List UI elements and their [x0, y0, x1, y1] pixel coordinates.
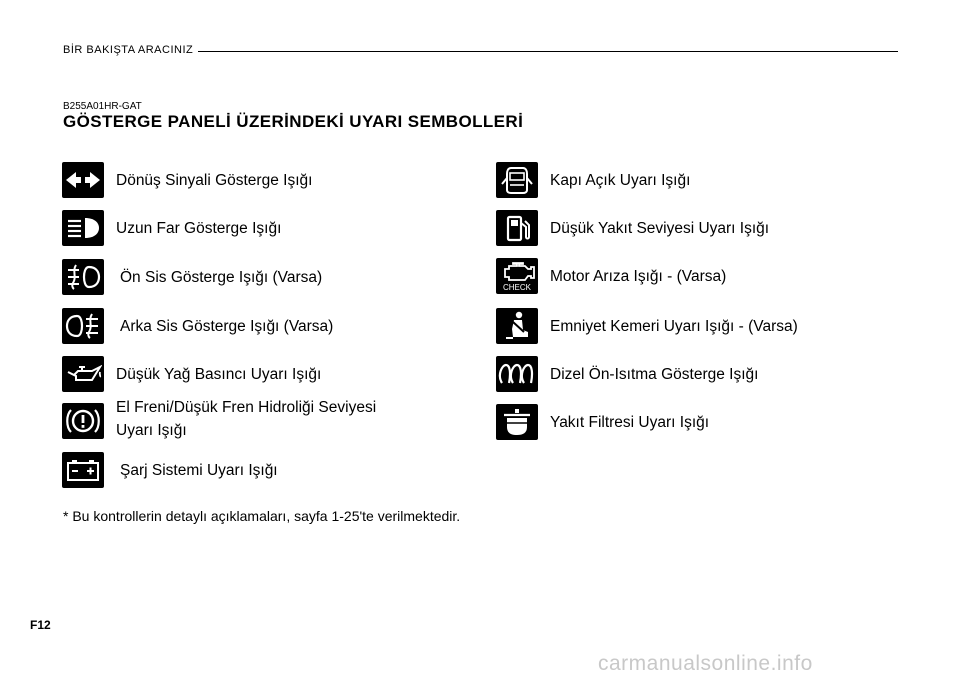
- high-beam-icon: [62, 210, 104, 246]
- indicator-label: Dönüş Sinyali Gösterge Işığı: [116, 171, 313, 189]
- indicator-oil-pressure: [62, 356, 321, 392]
- page-title: GÖSTERGE PANELİ ÜZERİNDEKİ UYARI SEMBOLLERİ: [63, 112, 524, 131]
- indicator-label: Yakıt Filtresi Uyarı Işığı: [550, 413, 710, 431]
- indicator-glow-plug: [496, 356, 758, 392]
- indicator-high-beam: [62, 210, 281, 246]
- indicator-label: Düşük Yağ Basıncı Uyarı Işığı: [116, 365, 322, 383]
- indicator-seat-belt: [496, 308, 798, 344]
- indicator-battery: [62, 452, 278, 488]
- door-open-icon: [496, 162, 538, 198]
- turn-signal-icon: [62, 162, 104, 198]
- seat-belt-icon: [496, 308, 538, 344]
- document-code: B255A01HR-GAT: [63, 101, 142, 112]
- check-engine-icon: [496, 258, 538, 294]
- indicator-label: Motor Arıza Işığı - (Varsa): [550, 267, 727, 285]
- fuel-level-icon: [496, 210, 538, 246]
- indicator-label-line2: Uyarı Işığı: [116, 422, 187, 439]
- indicator-label: Uzun Far Gösterge Işığı: [116, 219, 282, 237]
- indicator-door-open: [496, 162, 690, 198]
- indicator-fuel-filter: [496, 404, 709, 440]
- indicator-label: Şarj Sistemi Uyarı Işığı: [120, 461, 278, 479]
- indicator-label: Emniyet Kemeri Uyarı Işığı - (Varsa): [550, 317, 798, 335]
- oil-pressure-icon: [62, 356, 104, 392]
- indicator-front-fog: [62, 259, 322, 295]
- indicator-label-line1: El Freni/Düşük Fren Hidroliği Seviyesi: [116, 399, 377, 416]
- indicator-label: [116, 396, 416, 442]
- brake-warning-icon: [62, 403, 104, 439]
- header-rule: [198, 51, 898, 52]
- section-header-text: BİR BAKIŞTA ARACINIZ: [63, 44, 194, 56]
- footnote: * Bu kontrollerin detaylı açıklamaları, sayfa 1-25'te verilmektedir.: [63, 508, 461, 524]
- rear-fog-icon: [62, 308, 104, 344]
- page-number: F12: [30, 618, 51, 632]
- indicator-check-engine: [496, 258, 726, 294]
- watermark: carmanualsonline.info: [598, 652, 813, 675]
- indicator-fuel-level: [496, 210, 769, 246]
- indicator-brake: [62, 396, 416, 442]
- fuel-filter-icon: [496, 404, 538, 440]
- indicator-label: Kapı Açık Uyarı Işığı: [550, 171, 691, 189]
- glow-plug-icon: [496, 356, 538, 392]
- battery-icon: [62, 452, 104, 488]
- indicator-turn-signal: [62, 162, 312, 198]
- indicator-label: Dizel Ön-Isıtma Gösterge Işığı: [550, 365, 759, 383]
- front-fog-icon: [62, 259, 104, 295]
- indicator-label: Ön Sis Gösterge Işığı (Varsa): [120, 268, 323, 286]
- indicator-rear-fog: [62, 308, 333, 344]
- check-engine-text: CHECK: [502, 283, 532, 292]
- indicator-label: Arka Sis Gösterge Işığı (Varsa): [120, 317, 334, 335]
- indicator-label: Düşük Yakıt Seviyesi Uyarı Işığı: [550, 219, 770, 237]
